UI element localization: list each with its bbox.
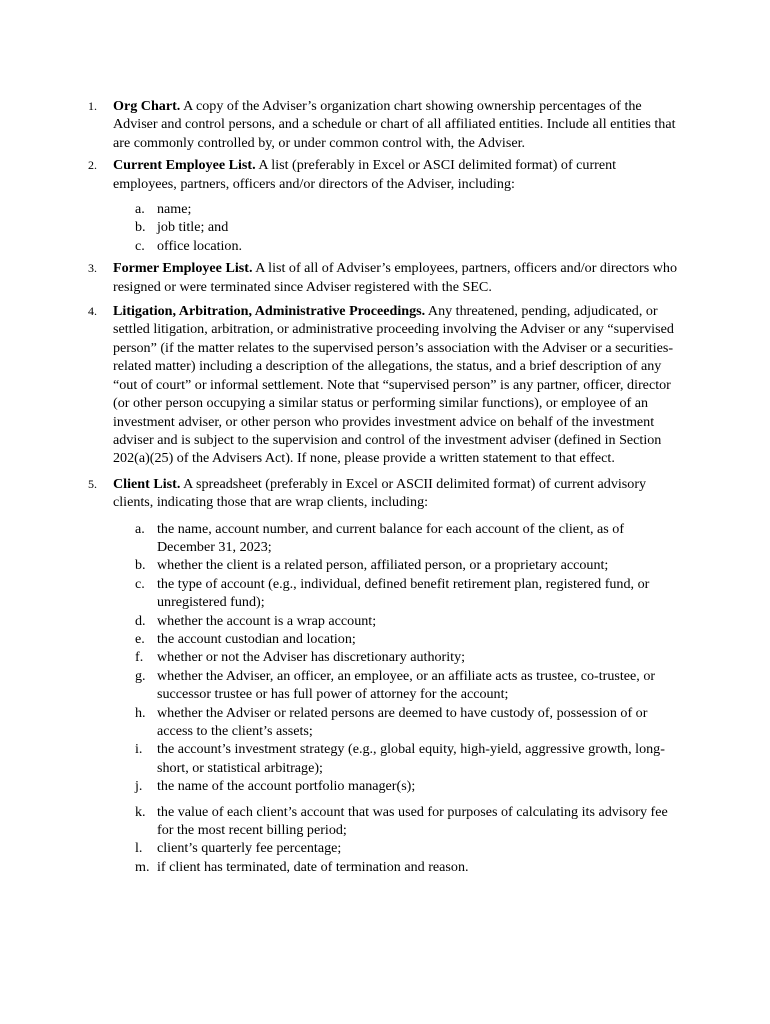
- list-item-org-chart: [88, 97, 678, 152]
- item-body: [113, 475, 678, 877]
- sub-item-text: the value of each client’s account that was used for purposes of calculating its advisory fee for the most recent billing period;: [157, 803, 668, 839]
- sub-item-letter: c.: [135, 575, 145, 592]
- sub-item-text: the account custodian and location;: [157, 630, 356, 647]
- sub-item: [135, 200, 678, 218]
- item-number: 5.: [88, 476, 97, 491]
- sub-item: [135, 630, 678, 648]
- sub-list: [135, 520, 678, 877]
- sub-list: [135, 200, 678, 255]
- sub-item: [135, 704, 678, 741]
- item-body: [113, 302, 678, 468]
- item-heading: Litigation, Arbitration, Administrative Proceedings.: [113, 303, 426, 320]
- sub-item: [135, 648, 678, 666]
- sub-item-text: whether the Adviser, an officer, an employee, or an affiliate acts as trustee, co-trustee, or successor trustee or has full power of attorney for the account;: [157, 667, 656, 703]
- item-body: [113, 97, 678, 152]
- sub-item-letter: a.: [135, 520, 145, 537]
- sub-item: [135, 858, 678, 876]
- sub-item-text: the name of the account portfolio manager(s);: [157, 778, 416, 795]
- item-heading: Client List.: [113, 475, 181, 492]
- sub-item-letter: m.: [135, 858, 150, 875]
- item-number: 3.: [88, 261, 97, 276]
- sub-item-letter: l.: [135, 840, 143, 857]
- item-text: A spreadsheet (preferably in Excel or ASCII delimited format) of current advisory clients, indicating those that are wrap clients, including:: [113, 475, 647, 511]
- sub-item-letter: k.: [135, 803, 146, 820]
- sub-item: [135, 740, 678, 777]
- sub-item-text: whether the Adviser or related persons are deemed to have custody of, possession of or access to the client’s assets;: [157, 704, 648, 739]
- sub-item-letter: d.: [135, 612, 146, 629]
- item-heading: Current Employee List.: [113, 157, 256, 174]
- sub-item-text: the account’s investment strategy (e.g., global equity, high-yield, aggressive growth, long-short, or statistical arbitrage);: [157, 741, 665, 776]
- sub-item-letter: b.: [135, 219, 146, 236]
- sub-item-text: the name, account number, and current balance for each account of the client, as of December 31, 2023;: [157, 520, 625, 555]
- sub-item-letter: i.: [135, 741, 143, 758]
- sub-item: [135, 803, 678, 840]
- sub-item-text: if client has terminated, date of termination and reason.: [157, 858, 469, 875]
- sub-item: [135, 777, 678, 795]
- item-heading: Former Employee List.: [113, 260, 253, 277]
- sub-item-letter: j.: [135, 778, 143, 795]
- sub-item-text: whether the account is a wrap account;: [157, 612, 377, 629]
- list-item-former-employee-list: [88, 259, 678, 296]
- item-text: Any threatened, pending, adjudicated, or settled litigation, arbitration, or administrative proceeding involving the Adviser or any “supervised person” (if the matter relates to the supervised person’s association with the Adviser or a securities-related matter) including a description of the allegations, the status, and a brief description of any “out of court” or informal settlement. Note that “supervised person” is any partner, officer, director (or other person occupying a similar status or performing similar functions), or employee of an investment adviser, or other person who provides investment advice on behalf of the investment adviser and is subject to the supervision and control of the investment adviser (defined in Section 202(a)(25) of the Advisers Act). If none, please provide a written statement to that effect.: [113, 303, 674, 467]
- sub-item-letter: h.: [135, 704, 146, 721]
- sub-item: [135, 556, 678, 574]
- sub-item-letter: f.: [135, 649, 144, 666]
- sub-item-text: client’s quarterly fee percentage;: [157, 840, 342, 857]
- item-heading: Org Chart.: [113, 98, 181, 114]
- sub-item: [135, 612, 678, 630]
- item-number: 4.: [88, 304, 97, 319]
- item-number: 2.: [88, 158, 97, 173]
- list-item-current-employee-list: [88, 156, 678, 255]
- request-list: [88, 97, 678, 876]
- sub-item-letter: e.: [135, 630, 145, 647]
- list-item-litigation: [88, 302, 678, 468]
- sub-item-text: office location.: [157, 237, 243, 254]
- list-item-client-list: [88, 475, 678, 877]
- sub-item-text: name;: [157, 201, 192, 218]
- item-body: [113, 156, 678, 255]
- sub-item: [135, 575, 678, 612]
- item-text: A list (preferably in Excel or ASCI delimited format) of current employees, partners, officers and/or directors of the Adviser, including:: [113, 157, 617, 192]
- sub-item-text: whether the client is a related person, affiliated person, or a proprietary account;: [157, 557, 609, 574]
- sub-item: [135, 218, 678, 236]
- item-body: [113, 259, 678, 296]
- item-text: A copy of the Adviser’s organization chart showing ownership percentages of the Adviser and control persons, and a schedule or chart of all affiliated entities. Include all entities that are commonly controlled by, or under common control with, the Adviser.: [113, 98, 676, 151]
- sub-item-letter: g.: [135, 667, 146, 684]
- sub-item: [135, 520, 678, 557]
- sub-item-text: whether or not the Adviser has discretionary authority;: [157, 649, 466, 666]
- sub-item-letter: c.: [135, 237, 145, 254]
- sub-item-letter: b.: [135, 557, 146, 574]
- sub-item: [135, 237, 678, 255]
- item-text: A list of all of Adviser’s employees, partners, officers and/or directors who resigned or were terminated since Adviser registered with the SEC.: [113, 260, 678, 295]
- item-number: 1.: [88, 99, 97, 113]
- sub-item: [135, 667, 678, 704]
- sub-item-text: the type of account (e.g., individual, defined benefit retirement plan, registered fund, or unregistered fund);: [157, 575, 650, 611]
- sub-item-text: job title; and: [157, 219, 229, 236]
- sub-item-letter: a.: [135, 201, 145, 218]
- sub-item: [135, 839, 678, 857]
